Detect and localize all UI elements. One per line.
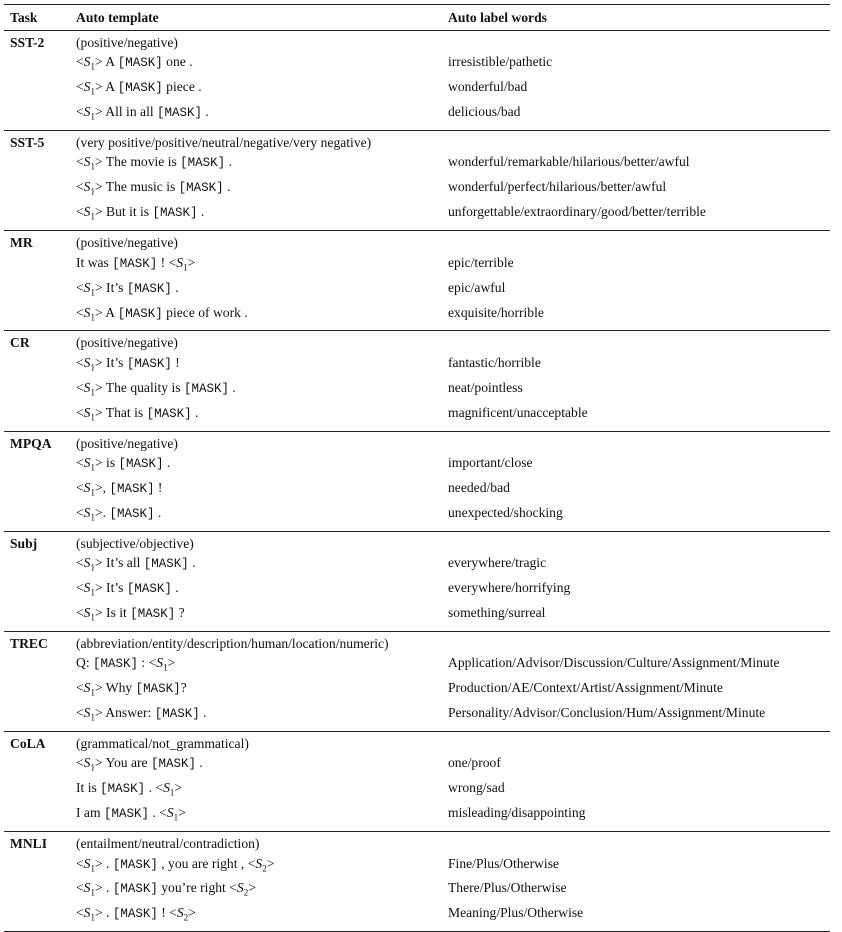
template-text: Is it [102,604,131,620]
sentence-index: 1 [90,913,95,924]
sentence-placeholder: $<S_1>$ [76,204,103,223]
empty-cell [448,31,830,53]
label-words: misleading/disappointing [448,805,586,821]
sentence-index: 1 [90,512,95,523]
label-words: Fine/Plus/Otherwise [448,855,560,871]
template-text: . [196,755,203,771]
template-text: : [138,655,149,671]
template-cell [76,202,448,230]
sentence-index: 1 [90,362,95,373]
mask-token: [MASK] [109,481,155,496]
empty-cell [448,631,830,653]
table-row [4,803,830,831]
sentence-placeholder: $<S_1>$ [76,154,103,173]
empty-cell [448,331,830,353]
mask-token: [MASK] [112,882,158,897]
task-group [4,832,830,932]
task-group [4,631,830,731]
template-cell [76,878,448,903]
sentence-placeholder: $<S_1>$ [76,755,103,774]
task-name: TREC [10,635,48,651]
sentence-placeholder: $<S_1>$ [76,580,103,598]
template-text: . [228,379,236,395]
mask-token: [MASK] [117,81,163,96]
mask-token: [MASK] [154,707,200,722]
sentence-index: 1 [183,262,188,273]
sentence-placeholder: $<S_1>$ [159,805,186,823]
table-row [4,52,830,77]
label-words: important/close [448,454,533,470]
sentence-index: 1 [90,162,95,173]
label-words: magnificent/unacceptable [448,404,588,420]
empty-cell [4,854,76,879]
template-text: . [223,179,231,195]
sentence-placeholder: $<S_1>$ [76,855,103,874]
empty-cell [4,77,76,102]
template-cell [76,653,448,678]
template-text: . [154,504,162,520]
label-words: Meaning/Plus/Otherwise [448,905,584,921]
table-row [4,854,830,879]
empty-cell [4,403,76,431]
task-name: Subj [10,535,38,551]
task-group [4,531,830,631]
table-row [4,102,830,130]
class-names: (entailment/neutral/contradiction) [76,836,260,852]
template-cell [76,703,448,731]
template-text: All in all [102,104,158,120]
template-text: ! [157,254,169,270]
template-text: . [102,504,110,520]
sentence-placeholder: $<S_1>$ [76,279,103,298]
table-row [4,453,830,478]
task-group [4,732,830,832]
task-name: CR [10,335,30,351]
mask-token: [MASK] [152,206,198,221]
mask-token: [MASK] [180,156,226,171]
template-cell [76,77,448,102]
empty-cell [448,832,830,854]
mask-token: [MASK] [112,857,158,872]
sentence-index: 1 [90,212,95,223]
empty-cell [4,603,76,631]
sentence-placeholder: $<S_1>$ [76,555,103,573]
label-words: exquisite/horrible [448,304,544,320]
empty-cell [4,578,76,603]
sentence-index: 1 [90,763,95,774]
template-text: It is [76,780,101,796]
header-task: Task [10,10,38,25]
sentence-placeholder: $<S_1>$ [76,354,103,373]
empty-cell [448,732,830,754]
label-words: needed/bad [448,479,510,495]
table-row [4,553,830,578]
template-text: It’s all [102,555,144,571]
template-cell [76,403,448,431]
sentence-placeholder: $<S_2>$ [169,905,196,924]
sentence-index: 1 [90,462,95,473]
template-text: . [225,154,232,170]
sentence-placeholder: $<S_1>$ [76,54,103,72]
table-row [4,403,830,431]
table-row [4,303,830,331]
template-cell [76,152,448,177]
table-row [4,231,830,253]
template-text: A [102,79,118,95]
template-text: . [171,279,179,295]
empty-cell [4,703,76,731]
table-row [4,503,830,531]
class-names: (positive/negative) [76,235,178,251]
label-words: everywhere/horrifying [448,580,571,595]
task-name: MPQA [10,435,52,451]
template-text: That is [102,404,147,420]
sentence-index: 1 [90,61,95,72]
template-text: ? [180,680,187,696]
mask-token: [MASK] [93,657,139,672]
label-words: epic/terrible [448,254,514,270]
template-text: It’s [102,279,127,295]
class-names: (very positive/positive/neutral/negative/very negative) [76,135,372,151]
class-names: (positive/negative) [76,35,178,50]
template-text: . [171,580,179,595]
empty-cell [4,303,76,331]
mask-token: [MASK] [103,807,149,822]
class-names: (positive/negative) [76,335,178,351]
sentence-index: 2 [243,888,249,899]
empty-cell [4,753,76,778]
template-cell [76,854,448,879]
label-words: wonderful/remarkable/hilarious/better/awful [448,154,690,170]
mask-token: [MASK] [112,907,158,922]
template-text: Q: [76,655,93,671]
sentence-placeholder: $<S_1>$ [168,254,196,273]
template-text: is [102,454,119,470]
template-text: Answer: [102,705,155,721]
sentence-index: 1 [90,487,95,498]
mask-token: [MASK] [135,682,181,697]
table-row [4,578,830,603]
template-text: . [102,855,113,871]
label-words: wonderful/perfect/hilarious/better/awful [448,179,667,195]
template-text: one . [162,54,193,70]
sentence-placeholder: $<S_1>$ [76,454,103,473]
template-text: The quality is [102,379,184,395]
label-words: unforgettable/extraordinary/good/better/terrible [448,204,706,220]
task-name: CoLA [10,736,46,752]
sentence-index: 1 [90,187,95,198]
sentence-index: 2 [262,863,267,874]
mask-token: [MASK] [126,281,172,296]
sentence-index: 1 [90,687,95,698]
template-cell [76,578,448,603]
table-row [4,631,830,653]
template-text: It was [76,254,113,270]
table-row [4,678,830,703]
empty-cell [4,378,76,403]
sentence-placeholder: $<S_1>$ [76,680,103,698]
template-text: , [102,479,110,495]
table-row [4,77,830,102]
template-text: ! [171,354,180,370]
empty-cell [4,102,76,130]
mask-token: [MASK] [183,381,229,396]
table-row [4,31,830,53]
sentence-placeholder: $<S_1>$ [76,880,103,899]
sentence-placeholder: $<S_2>$ [229,880,256,899]
sentence-placeholder: $<S_1>$ [76,79,103,97]
sentence-placeholder: $<S_1>$ [76,905,103,924]
table-row [4,603,830,631]
label-words: epic/awful [448,279,506,295]
empty-cell [4,278,76,303]
empty-cell [4,503,76,531]
mask-token: [MASK] [178,181,224,196]
empty-cell [4,253,76,278]
template-text: It’s [102,580,127,595]
task-group [4,31,830,131]
empty-cell [4,803,76,831]
sentence-placeholder: $<S_1>$ [155,780,183,799]
template-text: . [148,805,160,821]
mask-token: [MASK] [130,606,176,621]
table-row [4,753,830,778]
template-text: . [191,404,199,420]
mask-token: [MASK] [157,106,203,121]
label-words: wrong/sad [448,780,505,796]
template-text: . [102,880,113,896]
empty-cell [4,653,76,678]
label-words: everywhere/tragic [448,555,547,571]
template-cell [76,177,448,202]
table-row [4,131,830,153]
sentence-index: 1 [90,562,95,573]
table-row [4,331,830,353]
empty-cell [448,431,830,453]
sentence-index: 1 [90,387,95,398]
label-words: something/surreal [448,604,546,620]
empty-cell [4,878,76,903]
template-cell [76,378,448,403]
template-text: Why [102,680,136,696]
sentence-index: 1 [90,863,95,874]
table-row [4,478,830,503]
sentence-index: 1 [90,412,95,423]
template-cell [76,503,448,531]
label-words: Application/Advisor/Discussion/Culture/Assignment/Minute [448,655,780,671]
empty-cell [4,778,76,803]
empty-cell [4,903,76,931]
template-text: ! [157,905,170,921]
template-cell [76,778,448,803]
label-words: There/Plus/Otherwise [448,880,567,896]
header-row [4,5,830,31]
template-cell [76,353,448,378]
template-text: piece of work . [162,304,248,320]
template-text: But it is [102,204,153,220]
sentence-index: 1 [90,587,95,598]
template-text: . [202,104,209,120]
table-row [4,177,830,202]
sentence-index: 1 [90,111,95,122]
mask-token: [MASK] [100,782,146,797]
mask-token: [MASK] [126,356,172,371]
sentence-index: 1 [173,813,179,823]
template-text: . [145,780,156,796]
template-cell [76,478,448,503]
empty-cell [4,553,76,578]
sentence-index: 1 [90,712,95,723]
table-row [4,903,830,931]
mask-token: [MASK] [117,56,163,71]
table-row [4,531,830,553]
label-words: delicious/bad [448,104,521,120]
sentence-index: 1 [90,612,95,623]
class-names: (subjective/objective) [76,535,194,551]
empty-cell [4,152,76,177]
table-row [4,832,830,854]
template-text: . [199,705,207,721]
sentence-index: 1 [169,788,175,799]
empty-cell [4,52,76,77]
sentence-placeholder: $<S_1>$ [76,705,103,723]
sentence-index: 1 [90,86,95,97]
template-cell [76,678,448,703]
template-text: A [102,304,118,320]
empty-cell [448,131,830,153]
empty-cell [4,202,76,230]
table-row [4,878,830,903]
template-cell [76,253,448,278]
template-text: You are [102,755,151,771]
table-row [4,778,830,803]
label-words: wonderful/bad [448,79,528,95]
task-group [4,231,830,331]
task-name: SST-5 [10,135,45,151]
table-row [4,278,830,303]
table-row [4,431,830,453]
sentence-placeholder: $<S_1>$ [76,504,103,523]
table-row [4,378,830,403]
template-text: The music is [102,179,179,195]
template-text: ? [175,604,185,620]
template-cell [76,603,448,631]
sentence-placeholder: $<S_1>$ [76,104,103,122]
sentence-placeholder: $<S_1>$ [148,655,176,673]
template-cell [76,903,448,931]
template-text: . [188,555,196,571]
template-cell [76,453,448,478]
empty-cell [4,678,76,703]
empty-cell [4,353,76,378]
template-text: , you are right , [157,855,248,871]
template-cell [76,102,448,130]
mask-token: [MASK] [143,557,189,572]
template-text: It’s [102,354,127,370]
table-row [4,152,830,177]
task-name: MNLI [10,836,48,852]
template-cell [76,278,448,303]
template-text: ! [154,479,163,495]
sentence-placeholder: $<S_1>$ [76,179,103,198]
label-words: Production/AE/Context/Artist/Assignment/Minute [448,680,723,696]
template-text: The movie is [102,154,181,170]
sentence-placeholder: $<S_1>$ [76,604,103,623]
mask-token: [MASK] [146,406,192,421]
table-row [4,653,830,678]
sentence-placeholder: $<S_2>$ [247,855,275,874]
mask-token: [MASK] [126,582,172,596]
class-names: (abbreviation/entity/description/human/location/numeric) [76,635,389,651]
table-row [4,353,830,378]
empty-cell [4,177,76,202]
template-text: you’re right [157,880,230,896]
table-row [4,202,830,230]
label-words: one/proof [448,755,501,771]
label-words: irresistible/pathetic [448,54,553,70]
sentence-index: 1 [90,287,95,298]
task-name: SST-2 [10,35,45,50]
sentence-placeholder: $<S_1>$ [76,479,103,498]
mask-token: [MASK] [117,306,163,321]
label-words: Personality/Advisor/Conclusion/Hum/Assignment/Minute [448,705,766,721]
mask-token: [MASK] [150,757,196,772]
mask-token: [MASK] [118,456,164,471]
header-template: Auto template [76,10,159,25]
template-cell [76,753,448,778]
template-text: piece . [162,79,202,95]
empty-cell [448,231,830,253]
empty-cell [4,478,76,503]
sentence-placeholder: $<S_1>$ [76,379,103,398]
template-cell [76,303,448,331]
table-row [4,703,830,731]
label-words: fantastic/horrible [448,354,541,370]
mask-token: [MASK] [112,256,158,271]
template-text: . [102,905,113,921]
sentence-placeholder: $<S_1>$ [76,404,103,423]
sentence-index: 2 [183,913,189,924]
sentence-index: 1 [90,888,95,899]
sentence-index: 1 [90,312,95,323]
template-cell [76,553,448,578]
class-names: (positive/negative) [76,435,178,451]
template-cell [76,803,448,831]
task-name: MR [10,235,33,251]
header-labels: Auto label words [448,10,547,25]
sentence-index: 1 [163,662,168,673]
table-row [4,253,830,278]
table-row [4,732,830,754]
template-text: A [102,54,118,70]
mask-token: [MASK] [109,506,155,521]
class-names: (grammatical/not_grammatical) [76,736,249,752]
label-words: unexpected/shocking [448,504,563,520]
template-text: I am [76,805,104,821]
empty-cell [448,531,830,553]
sentence-placeholder: $<S_1>$ [76,304,103,323]
empty-cell [4,453,76,478]
label-words: neat/pointless [448,379,523,395]
task-group [4,431,830,531]
task-group [4,331,830,431]
template-cell [76,52,448,77]
task-group [4,131,830,231]
template-text: . [163,454,171,470]
template-text: . [197,204,205,220]
